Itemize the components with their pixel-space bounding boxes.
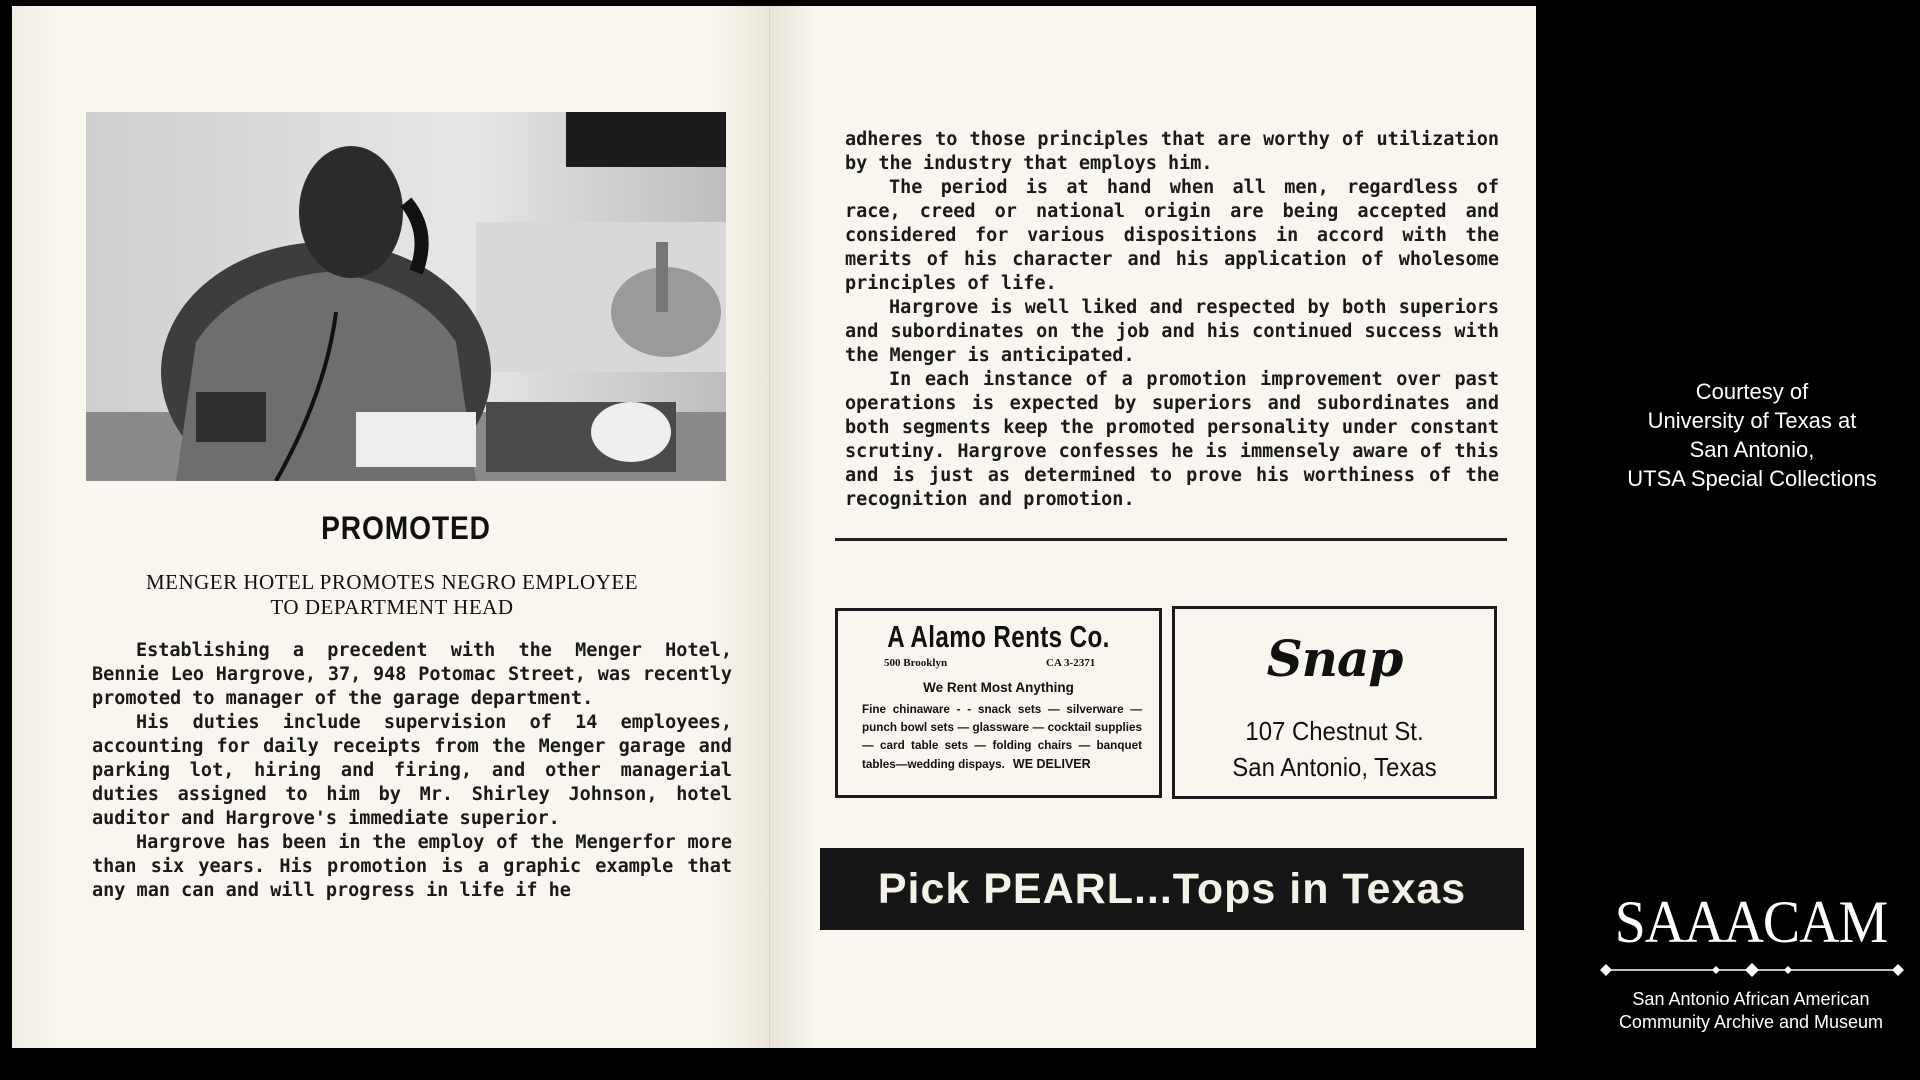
article-heading: PROMOTED: [321, 510, 491, 546]
subheading-line: TO DEPARTMENT HEAD: [270, 595, 514, 619]
subheading-line: MENGER HOTEL PROMOTES NEGRO EMPLOYEE: [145, 570, 639, 594]
subtitle-line: San Antonio African American: [1632, 989, 1870, 1009]
subtitle-line: Community Archive and Museum: [1618, 1012, 1884, 1032]
credit-line: University of Texas at: [1647, 408, 1857, 433]
article-paragraph: His duties include supervision of 14 employees, accounting for daily receipts from the Menger garage and parking lot, hiring and firing, and other managerial duties assigned to him by Mr. Shirley Johnson, hotel auditor and Hargrove's immediate superior.: [92, 712, 732, 829]
article-body-left: [92, 639, 732, 903]
snap-address-line: 107 Chestnut St.: [1245, 716, 1424, 746]
courtesy-credit: [1582, 377, 1920, 493]
saaacam-subtitle: [1588, 988, 1914, 1034]
snap-ad: [1172, 606, 1497, 799]
alamo-ad-phone: CA 3-2371: [1046, 657, 1096, 669]
article-paragraph: In each instance of a promotion improvement over past operations is expected by superiors and subordinates and both segments keep the promoted personality under constant scrutiny. Hargrove confesses he is immensely aware of this and is just as determined to prove his worthiness of the recognition and promotion.: [845, 369, 1499, 510]
article-paragraph: Hargrove is well liked and respected by both superiors and subordinates on the job and his continued success with the Menger is anticipated.: [845, 297, 1499, 366]
alamo-ad-description: [862, 701, 1142, 774]
credit-line: Courtesy of: [1695, 379, 1809, 404]
alamo-rents-ad: [835, 608, 1162, 798]
alamo-ad-tagline: We Rent Most Anything: [923, 680, 1074, 695]
snap-ad-address: [1188, 713, 1481, 785]
article-end-rule: [835, 538, 1507, 541]
alamo-ad-address: 500 Brooklyn: [884, 657, 948, 669]
logo-ornament-divider: [1600, 960, 1904, 980]
article-photo: [86, 112, 726, 481]
article-paragraph: adheres to those principles that are worthy of utilization by the industry that employs him.: [845, 129, 1499, 174]
article-body-right: [845, 128, 1499, 512]
alamo-ad-items: Fine chinaware - - snack sets — silverware — punch bowl sets — glassware — cocktail supplies — card table sets — folding chairs — banquet tables—wedding dispays.: [862, 703, 1142, 771]
snap-address-line: San Antonio, Texas: [1232, 752, 1437, 782]
article-paragraph: Hargrove has been in the employ of the Mengerfor more than six years. His promotion is a graphic example that any man can and will progress in life if he: [92, 832, 732, 901]
alamo-ad-deliver: WE DELIVER: [1012, 757, 1091, 771]
pearl-ad-banner: Pick PEARL...Tops in Texas: [820, 848, 1524, 930]
photo-man-on-telephone: [86, 112, 726, 481]
article-subheading: [72, 570, 712, 620]
credit-line: UTSA Special Collections: [1627, 466, 1877, 491]
alamo-ad-name: A Alamo Rents Co.: [887, 619, 1110, 654]
snap-ad-logo: Snap: [1266, 629, 1403, 688]
credit-line: San Antonio,: [1689, 437, 1815, 462]
booklet-spread: [12, 6, 1536, 1048]
left-page: [12, 6, 770, 1048]
saaacam-logo: SAAACAM: [1614, 889, 1888, 955]
article-paragraph: Establishing a precedent with the Menger Hotel, Bennie Leo Hargrove, 37, 948 Potomac Street, was recently promoted to manager of the garage department.: [92, 640, 732, 709]
article-paragraph: The period is at hand when all men, regardless of race, creed or national origin are being accepted and considered for various dispositions in accord with the merits of his character and his application of wholesome principles of life.: [845, 177, 1499, 294]
